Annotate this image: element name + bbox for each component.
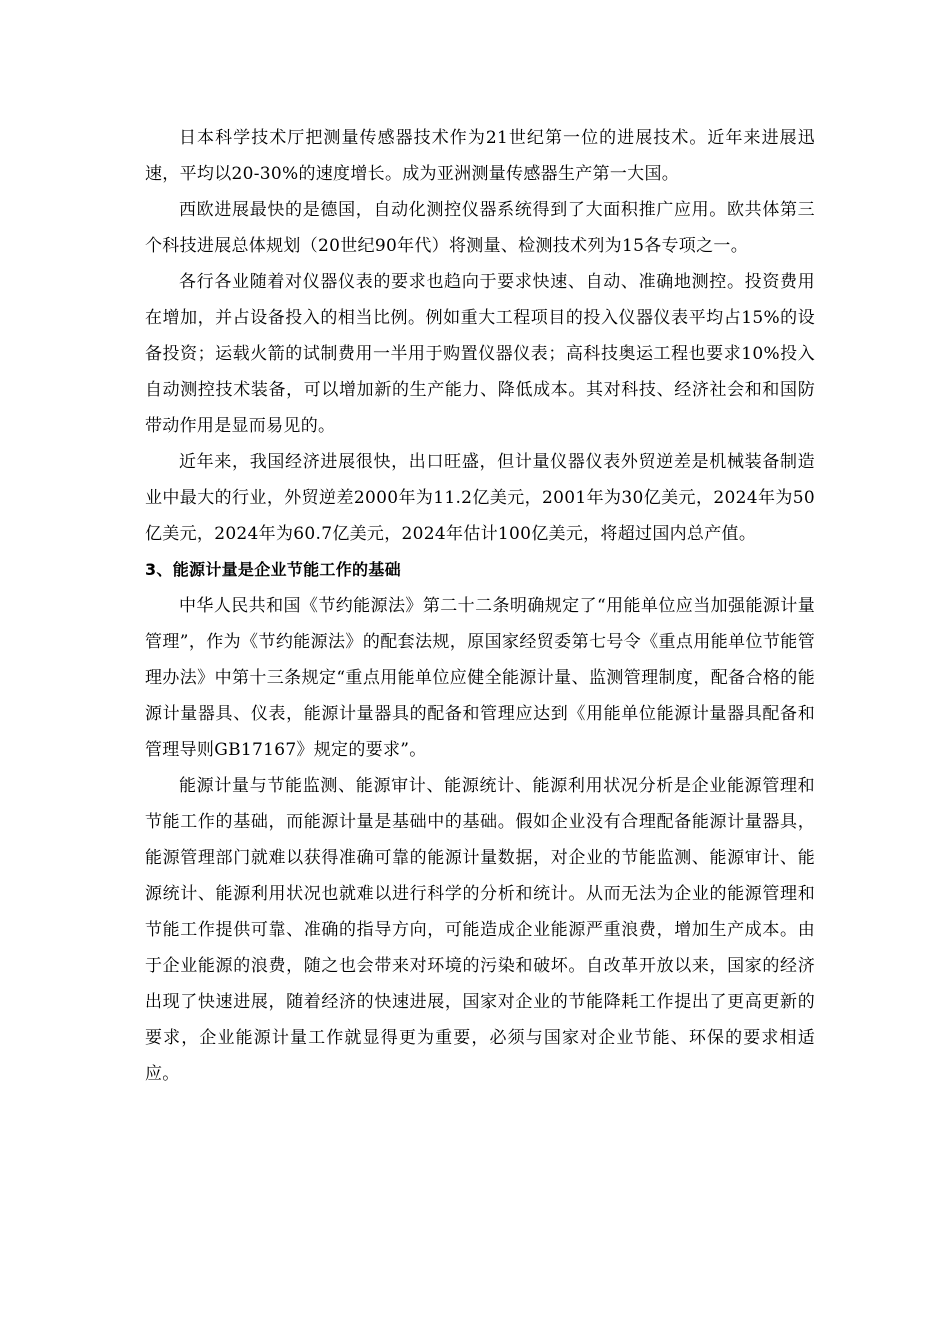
paragraph-energy-law: 中华人民共和国《节约能源法》第二十二条明确规定了“用能单位应当加强能源计量管理”，作为《节约能源法》的配套法规，原国家经贸委第七号令《重点用能单位节能管理办法》中第十三条规定“重点用能单位应健全能源计量、监测管理制度，配备合格的能源计量器具、仪表，能源计量器具的配备和管理应达到《用能单位能源计量器具配备和管理导则GB17167》规定的要求”。 [145, 596, 815, 760]
paragraph-japan-sensors: 日本科学技术厅把测量传感器技术作为21世纪第一位的进展技术。近年来进展迅速，平均以20-30%的速度增长。成为亚洲测量传感器生产第一大国。 [145, 128, 815, 184]
paragraph-trade-deficit: 近年来，我国经济进展很快，出口旺盛，但计量仪器仪表外贸逆差是机械装备制造业中最大的行业，外贸逆差2000年为11.2亿美元，2001年为30亿美元，2024年为50亿美元，2024年为60.7亿美元，2024年估计100亿美元，将超过国内总产值。 [145, 452, 815, 544]
paragraph-western-europe: 西欧进展最快的是德国，自动化测控仪器系统得到了大面积推广应用。欧共体第三个科技进展总体规划（20世纪90年代）将测量、检测技术列为15各专项之一。 [145, 200, 815, 256]
document-body [145, 120, 815, 1092]
paragraph-energy-metering-basis: 能源计量与节能监测、能源审计、能源统计、能源利用状况分析是企业能源管理和节能工作的基础，而能源计量是基础中的基础。假如企业没有合理配备能源计量器具，能源管理部门就难以获得准确可靠的能源计量数据，对企业的节能监测、能源审计、能源统计、能源利用状况也就难以进行科学的分析和统计。从而无法为企业的能源管理和节能工作提供可靠、准确的指导方向，可能造成企业能源严重浪费，增加生产成本。由于企业能源的浪费，随之也会带来对环境的污染和破坏。自改革开放以来，国家的经济出现了快速进展，随着经济的快速进展，国家对企业的节能降耗工作提出了更高更新的要求，企业能源计量工作就显得更为重要，必须与国家对企业节能、环保的要求相适应。 [145, 776, 815, 1084]
paragraph-industry-demand: 各行各业随着对仪器仪表的要求也趋向于要求快速、自动、准确地测控。投资费用在增加，并占设备投入的相当比例。例如重大工程项目的投入仪器仪表平均占15%的设备投资；运载火箭的试制费用一半用于购置仪器仪表；高科技奥运工程也要求10%投入自动测控技术装备，可以增加新的生产能力、降低成本。其对科技、经济社会和和国防带动作用是显而易见的。 [145, 272, 815, 436]
section-heading: 3、能源计量是企业节能工作的基础 [145, 560, 401, 579]
